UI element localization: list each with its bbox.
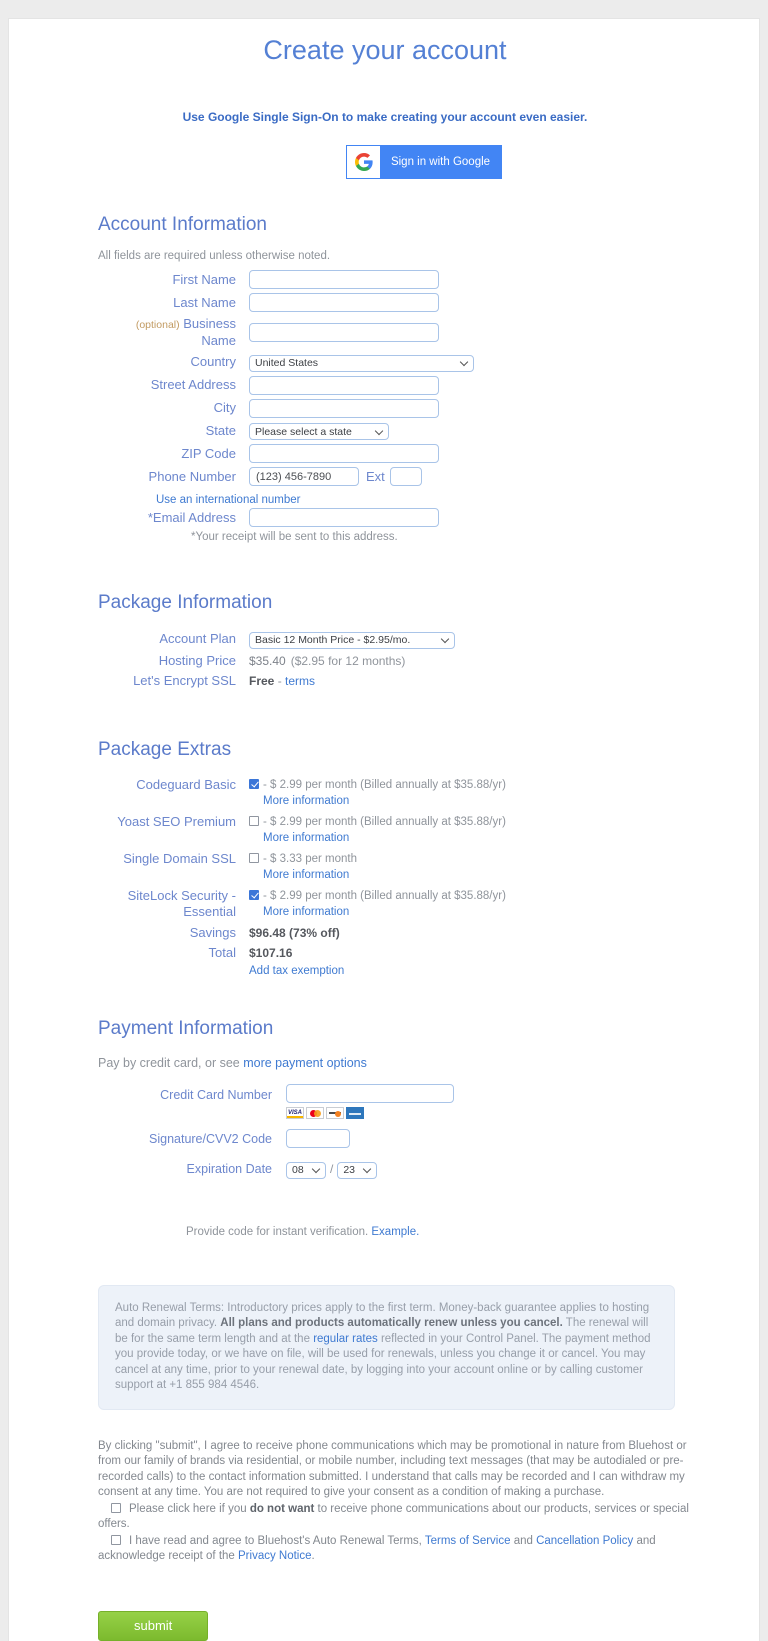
extra-row-single-ssl: [98, 851, 718, 883]
ssl-value-line: Free - terms: [249, 673, 316, 688]
exp-year-select-wrap: [337, 1160, 377, 1179]
more-information-link[interactable]: More information: [263, 794, 350, 807]
more-payment-options-link[interactable]: more payment options: [243, 1055, 367, 1070]
last-name-input[interactable]: [249, 293, 439, 312]
package-extras-heading: Package Extras: [98, 738, 232, 760]
phone-optout-checkbox[interactable]: [111, 1503, 121, 1513]
street-address-input[interactable]: [249, 376, 439, 395]
last-name-row: [98, 293, 718, 312]
total-row: [98, 945, 718, 961]
city-row: [98, 399, 718, 418]
auto-renewal-terms-box: Auto Renewal Terms: Introductory prices apply to the first term. Money-back guarantee applies to hosting and domain privacy. All plans and products automatically renew unless you cancel. The renewal will be for the same term length and at the regular rates reflected in your Control Panel. The payment method you provide today, or we have on file, will be used for renewals, unless you change it or cancel. You may cancel at any time, prior to your renewal date, by logging into your account online or by calling customer support at +1 855 984 4546.: [98, 1285, 675, 1410]
business-name-row: [98, 316, 718, 349]
credit-card-input[interactable]: [286, 1084, 454, 1103]
visa-icon: VISA: [286, 1107, 304, 1119]
cvv-input[interactable]: [286, 1129, 350, 1148]
exp-year-select[interactable]: [337, 1162, 377, 1179]
savings-label: Savings: [189, 924, 236, 940]
google-signin-button[interactable]: [346, 145, 502, 179]
amex-icon: [346, 1107, 364, 1119]
hosting-price-label: Hosting Price: [158, 652, 236, 668]
phone-number-row: [98, 467, 718, 486]
zip-code-input[interactable]: [249, 444, 439, 463]
total-value: $107.16: [249, 945, 293, 960]
consent-paragraph: By clicking "submit", I agree to receive phone communications which may be promotional in nature from Bluehost or from our family of brands via residential, or mobile number, including text messages (that may be autodialed or pre-recorded calls) to the contact information submitted. I understand that calls may be recorded and I can withdraw my consent at any time. You are not required to give your consent as a condition of making a purchase.: [98, 1439, 687, 1498]
extra-checkbox[interactable]: [249, 779, 259, 789]
exp-month-select-wrap: [286, 1160, 326, 1179]
tax-exemption-link[interactable]: Add tax exemption: [249, 964, 345, 977]
international-number-link[interactable]: Use an international number: [156, 494, 301, 506]
extra-row-yoast: [98, 814, 718, 846]
business-name-input[interactable]: [249, 323, 439, 342]
package-information-section: [98, 592, 718, 689]
business-name-label: (optional) Business Name: [135, 316, 236, 348]
first-name-label: First Name: [172, 271, 236, 287]
ssl-label: Let's Encrypt SSL: [133, 672, 236, 688]
payment-information-heading: Payment Information: [98, 1017, 274, 1039]
page-title: Create your account: [263, 35, 507, 65]
cvv-label: Signature/CVV2 Code: [149, 1131, 272, 1146]
email-row: [98, 508, 718, 527]
expiration-row: [98, 1160, 718, 1179]
phone-number-input[interactable]: [249, 467, 359, 486]
ext-label: Ext: [366, 469, 385, 484]
extra-price: - $ 2.99 per month (Billed annually at $35.88/yr): [263, 889, 506, 902]
extra-label: Single Domain SSL: [123, 850, 236, 866]
hosting-price-sub: ($2.95 for 12 months): [290, 653, 406, 668]
first-name-input[interactable]: [249, 270, 439, 289]
accepted-cards: [286, 1107, 454, 1119]
account-plan-select-wrap: [249, 630, 455, 649]
payment-intro: Pay by credit card, or see more payment options: [98, 1055, 367, 1070]
extra-value: [249, 777, 506, 809]
street-address-label: Street Address: [150, 377, 236, 392]
city-label: City: [213, 400, 236, 415]
email-label: *Email Address: [147, 509, 236, 525]
extra-price: - $ 3.33 per month: [263, 852, 357, 865]
verification-example-link[interactable]: Example.: [371, 1225, 420, 1238]
phone-number-label: Phone Number: [148, 468, 236, 484]
account-plan-label: Account Plan: [159, 631, 236, 647]
extra-checkbox[interactable]: [249, 816, 259, 826]
regular-rates-link[interactable]: regular rates: [313, 1332, 378, 1345]
city-input[interactable]: [249, 399, 439, 418]
country-row: [98, 353, 718, 372]
more-information-link[interactable]: More information: [263, 868, 350, 881]
extra-price: - $ 2.99 per month (Billed annually at $35.88/yr): [263, 815, 506, 828]
extra-label: Yoast SEO Premium: [117, 813, 236, 829]
extra-row-codeguard: [98, 777, 718, 809]
package-information-heading: Package Information: [98, 592, 273, 613]
account-information-heading: Account Information: [98, 214, 267, 235]
google-signin-label: Sign in with Google: [390, 156, 491, 168]
discover-icon: [326, 1107, 344, 1119]
extra-row-sitelock: [98, 888, 718, 920]
country-select[interactable]: [249, 355, 474, 372]
first-name-row: [98, 270, 718, 289]
extra-value: [249, 888, 506, 920]
credit-card-row: [98, 1084, 718, 1120]
optional-tag: (optional): [135, 319, 180, 331]
hosting-price-row: [98, 653, 718, 669]
cancellation-policy-link[interactable]: Cancellation Policy: [536, 1534, 634, 1547]
cvv-row: [98, 1129, 718, 1148]
terms-bold: All plans and products automatically renew unless you cancel.: [220, 1317, 563, 1329]
receipt-note: *Your receipt will be sent to this address.: [191, 531, 398, 543]
country-select-wrap: [249, 353, 474, 372]
verification-note: Provide code for instant verification. Example.: [186, 1225, 420, 1238]
payment-information-section: [98, 1018, 718, 1238]
mastercard-icon: [306, 1107, 324, 1119]
last-name-label: Last Name: [173, 294, 236, 310]
consent-section: [98, 1439, 710, 1565]
hosting-price-value: $35.40: [249, 653, 286, 668]
signup-card: [8, 18, 760, 1641]
terms-agree-checkbox[interactable]: [111, 1535, 121, 1545]
street-address-row: [98, 376, 718, 395]
extra-label: Codeguard Basic: [136, 776, 236, 792]
account-plan-row: [98, 630, 718, 649]
extra-checkbox[interactable]: [249, 853, 259, 863]
privacy-notice-link[interactable]: Privacy Notice: [238, 1550, 312, 1562]
state-select-wrap: [249, 422, 389, 441]
extra-value: [249, 851, 357, 883]
ssl-row: [98, 673, 718, 689]
email-input[interactable]: [249, 508, 439, 527]
exp-slash: /: [330, 1162, 334, 1177]
state-select[interactable]: [249, 423, 389, 440]
ext-input[interactable]: [390, 467, 422, 486]
savings-value: $96.48 (73% off): [249, 925, 340, 940]
sso-note: Use Google Single Sign-On to make creating your account even easier.: [182, 110, 588, 124]
expiration-label: Expiration Date: [186, 1162, 272, 1177]
package-extras-section: [98, 739, 718, 977]
more-information-link[interactable]: More information: [263, 905, 350, 918]
state-row: [98, 422, 718, 441]
extra-price: - $ 2.99 per month (Billed annually at $35.88/yr): [263, 778, 506, 791]
terms-of-service-link[interactable]: Terms of Service: [424, 1534, 511, 1547]
more-information-link[interactable]: More information: [263, 831, 350, 844]
country-label: Country: [190, 354, 236, 370]
zip-code-label: ZIP Code: [181, 445, 236, 461]
savings-row: [98, 925, 718, 941]
extra-checkbox[interactable]: [249, 890, 259, 900]
extra-value: [249, 814, 506, 846]
total-label: Total: [208, 944, 236, 960]
ssl-terms-link[interactable]: terms: [285, 673, 316, 688]
account-plan-select[interactable]: [249, 632, 455, 649]
terms-agree-line: I have read and agree to Bluehost's Auto Renewal Terms, Terms of Service and Cancellation Policy and acknowledge receipt of the Privacy Notice.: [98, 1534, 656, 1562]
submit-button[interactable]: submit: [98, 1611, 208, 1641]
google-g-icon: [347, 146, 380, 178]
phone-optout-line: Please click here if you do not want to receive phone communications about our products, services or special offers.: [98, 1502, 689, 1530]
credit-card-label: Credit Card Number: [160, 1087, 272, 1102]
extra-label: SiteLock Security - Essential: [127, 887, 236, 919]
zip-code-row: [98, 444, 718, 463]
account-information-section: [98, 214, 718, 543]
exp-month-select[interactable]: [286, 1162, 326, 1179]
required-fields-note: All fields are required unless otherwise noted.: [98, 250, 331, 262]
tax-exemption-row: [98, 965, 718, 977]
state-label: State: [205, 422, 236, 438]
